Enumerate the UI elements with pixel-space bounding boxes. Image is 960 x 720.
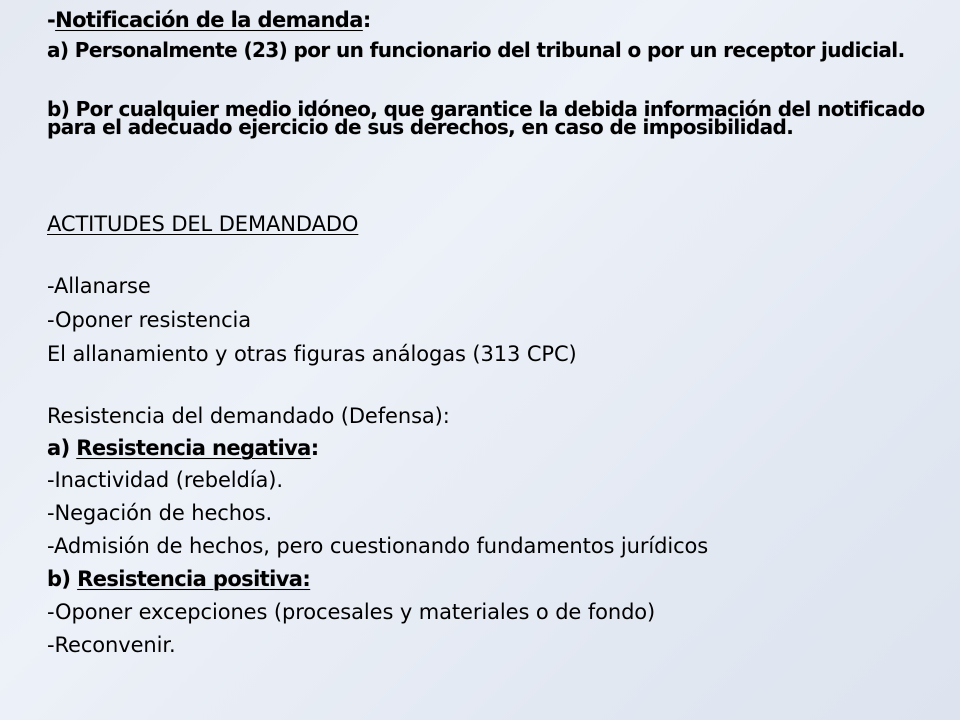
actitudes-heading: ACTITUDES DEL DEMANDADO bbox=[47, 212, 359, 236]
list-item-excepciones: -Oponer excepciones (procesales y materiales o de fondo) bbox=[47, 600, 656, 624]
heading-colon: : bbox=[362, 8, 371, 32]
notificacion-heading-line bbox=[47, 8, 371, 32]
negativa-colon: : bbox=[310, 436, 319, 460]
negativa-label: Resistencia negativa bbox=[76, 436, 311, 460]
positiva-label: Resistencia positiva: bbox=[77, 567, 311, 591]
negativa-prefix: a) bbox=[47, 436, 77, 460]
list-item-reconvenir: -Reconvenir. bbox=[47, 633, 176, 657]
list-item-inactividad: -Inactividad (rebeldía). bbox=[47, 468, 283, 492]
resistencia-intro: Resistencia del demandado (Defensa): bbox=[47, 404, 450, 428]
list-item-oponer: -Oponer resistencia bbox=[47, 308, 252, 332]
positiva-prefix: b) bbox=[47, 567, 78, 591]
notificacion-item-b: b) Por cualquier medio idóneo, que garantice la debida información del notificado para el adecuado ejercicio de sus derechos, en caso de imposibilidad. bbox=[47, 97, 925, 139]
list-item-negacion: -Negación de hechos. bbox=[47, 501, 273, 525]
resistencia-negativa-heading bbox=[47, 436, 319, 460]
resistencia-positiva-heading bbox=[47, 567, 310, 591]
heading-dash: - bbox=[47, 8, 56, 32]
list-item-allanamiento: El allanamiento y otras figuras análogas (313 CPC) bbox=[47, 342, 577, 366]
list-item-admision: -Admisión de hechos, pero cuestionando fundamentos jurídicos bbox=[47, 534, 709, 558]
list-item-allanarse: -Allanarse bbox=[47, 274, 151, 298]
notificacion-item-a: a) Personalmente (23) por un funcionario del tribunal o por un receptor judicial. bbox=[47, 38, 905, 62]
notificacion-heading: Notificación de la demanda bbox=[55, 8, 363, 32]
